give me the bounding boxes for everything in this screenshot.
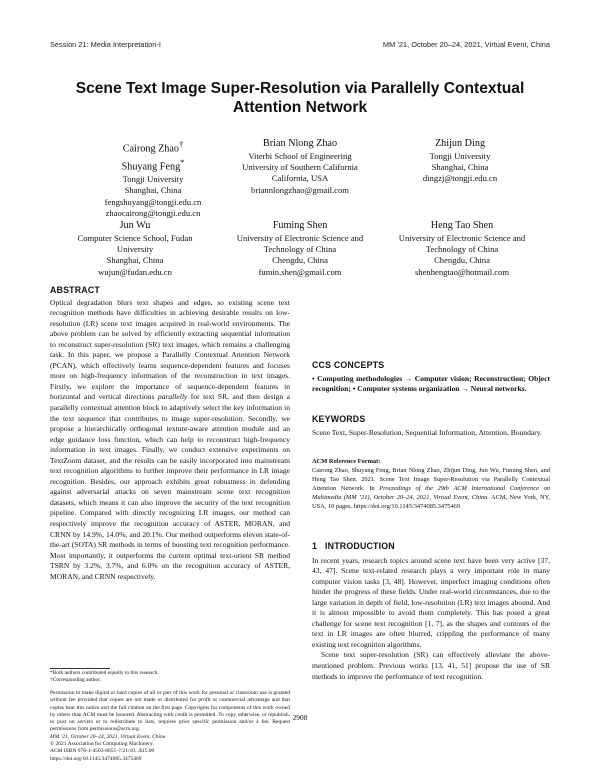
permission-doi: https://doi.org/10.1145/3474085.3475469 [50,755,142,762]
author-location: Shanghai, China [106,255,164,266]
footnote-equal-contribution: *Both authors contributed equally to this research. [50,670,159,676]
author-block-wu [55,220,215,278]
author-affiliation: University [116,244,154,254]
author-block-zhao-feng [78,138,228,220]
author-name: Heng Tao Shen [430,220,494,231]
author-location: Shanghai, China [431,162,489,172]
author-name: Cairong Zhao† [122,139,184,155]
author-name: Jun Wu [119,220,151,231]
permission-isbn: ACM ISBN 978-1-4503-8651-7/21/10...$15.00 [50,748,155,755]
author-block-brian-zhao [225,138,375,196]
permission-venue: MM ’21, October 20–24, 2021, Virtual Event, China [50,733,166,740]
author-name: Brian Nlong Zhao [262,138,338,149]
footnote-corresponding-author: †Corresponding author. [50,677,101,684]
keywords-section [312,414,550,438]
running-header-session: Session 21: Media Interpretation-I [50,40,161,49]
author-email: wujun@fudan.edu.cn [98,266,172,277]
acm-reference-heading: ACM Reference Format: [312,458,381,465]
ccs-heading: CCS CONCEPTS [312,360,385,370]
abstract-heading: ABSTRACT [50,285,100,295]
author-affiliation: Technology of China [425,244,499,254]
footnotes [50,670,290,685]
author-affiliation: Computer Science School, Fudan [77,232,193,243]
author-email: dingzj@tongji.edu.cn [422,173,498,184]
author-location: Chengdu, China [434,255,490,266]
author-name: Fuming Shen [272,220,328,231]
author-email: fumin.shen@gmail.com [258,266,342,277]
author-block-fuming-shen [220,220,380,278]
author-block-ding [385,138,535,185]
permission-copyright: © 2021 Association for Computing Machinery. [50,741,154,748]
author-name: Zhijun Ding [434,138,486,149]
author-email: fengshuyang@tongji.edu.cn [104,196,202,207]
ccs-section [312,360,550,395]
author-affiliation: University of Electronic Science and [398,232,526,243]
permission-block [50,690,290,763]
introduction-paragraph: In recent years, research topics around scene text have been very active [37, 43, 47]. Scene text-related research plays a very important role in many computer vision tasks [3, 48]. However, imperfect imaging conditions often hinder the progress of these fields. Under real-world circumstances, due to the large variation in depth of field, low-resolution (LR) text images abound. And it is almost impossible to avoid them completely. This has posed a great challenge for scene text recognition [1, 7], as the shapes and contours of the text in LR images are often blurred, crippling the performance of many existing text recognition algorithms. [312,555,550,649]
running-header-venue: MM ’21, October 20–24, 2021, Virtual Event, China [382,40,550,49]
author-email: briannlongzhao@gmail.com [251,184,349,195]
author-block-heng-tao-shen [382,220,542,278]
author-name: Shuyang Feng* [121,156,185,173]
abstract-continuation [312,285,550,296]
abstract-text: Optical degradation blurs text shapes and edges, so existing scene text recognition methods have difficulties in achieving desirable results on low-resolution (LR) scene text images acquired in real-world environments. The above problem can be solved by efficiently extracting sequential information to reconstruct super-resolution (SR) text images, which remains a challenging task. In this paper, we propose a Parallelly Contextual Attention Network (PCAN), which effectively learns sequence-dependent features and focuses more on high-frequency information of the reconstruction in text images. Firstly, we explore the importance of sequence-dependent features in horizontal and vertical directions parallelly for text SR, and then design a parallelly contextual attention block to adaptively select the key information in the text sequence that contributes to image super-resolution. Secondly, we propose a hierarchically orthogonal texture-aware attention module and an edge guidance loss function, which can help to reconstruct high-frequency information in text images. Finally, we conduct extensive experiments on TextZoom dataset, and the results can be easily incorporated into mainstream text recognition algorithms to further improve their performance in LR image recognition. Besides, our approach exhibits great robustness in defending against adversarial attacks on seven mainstream scene text recognition datasets, which means it can also improve the security of the text recognition pipeline. Compared with directly recognizing LR images, our method can respectively improve the recognition accuracy of ASTER, MORAN, and CRNN by 14.9%, 14.0%, and 20.1%. Our method outperforms eleven state-of-the-art (SOTA) SR methods in terms of boosting text recognition performance. Most importantly, it outperforms the current optimal text-orient SR method TSRN by 3.2%, 3.7%, and 6.0% on the recognition accuracy of ASTER, MORAN, and CRNN respectively. [50,297,291,581]
author-affiliation: Viterbi School of Engineering [248,150,352,161]
author-email: shenhengtao@hotmail.com [414,266,510,277]
introduction-paragraph: Scene text super-resolution (SR) can effectively alleviate the above-mentioned problem. Previous works [13, 41, 51] propose the use of SR methods to improve the performance of text recognition. [312,650,550,681]
ccs-text: • Computing methodologies → Computer vision; Reconstruction; Object recognition; • Computer systems organization → Neural networks. [312,373,550,394]
introduction-section [312,541,550,682]
abstract-section [50,285,290,582]
introduction-heading: 1 INTRODUCTION [312,541,395,551]
page-number: 2908 [292,713,308,722]
author-affiliation: University of Electronic Science and [236,232,364,243]
author-affiliation: Tongji University [122,173,184,184]
author-affiliation: Tongji University [429,150,491,161]
paper-title: Scene Text Image Super-Resolution via Parallelly Contextual Attention Network [75,80,525,116]
author-location: Chengdu, China [272,255,328,266]
permission-text: Permission to make digital or hard copies of all or part of this work for personal or classroom use is granted without fee provided that copies are not made or distributed for profit or commercial advantage and that copies bear this notice and the full citation on the first page. Copyrights for components of this work owned by others than ACM must be honored. Abstracting with credit is permitted. To copy otherwise, or republish, to post on servers or to redistribute to lists, requires prior specific permission and/or a fee. Request permissions from permissions@acm.org. [50,690,290,733]
author-email: zhaocairong@tongji.edu.cn [105,208,201,219]
author-affiliation: Technology of China [263,244,337,254]
keywords-text: Scene Text, Super-Resolution, Sequential Information, Attention, Boundary. [312,427,542,437]
author-affiliation: University of Southern California [242,162,358,172]
acm-reference-text: Cairong Zhao, Shuyang Feng, Brian Nlong Zhao, Zhijun Ding, Jun Wu, Fuming Shen, and Heng Tao Shen. 2021. Scene Text Image Super-Resolution via Parallelly Contextual Attention Network. In Proceedings of the 29th ACM International Conference on Multimedia (MM ’21), October 20–24, 2021, Virtual Event, China. ACM, New York, NY, USA, 10 pages. https://doi.org/10.1145/3474085.3475469 [312,466,551,510]
author-location: Shanghai, China [124,185,182,196]
acm-reference-section [312,458,550,511]
footnote-rule [50,668,110,669]
keywords-heading: KEYWORDS [312,414,366,424]
author-location: California, USA [271,173,329,184]
abstract-text-continued [312,285,550,296]
